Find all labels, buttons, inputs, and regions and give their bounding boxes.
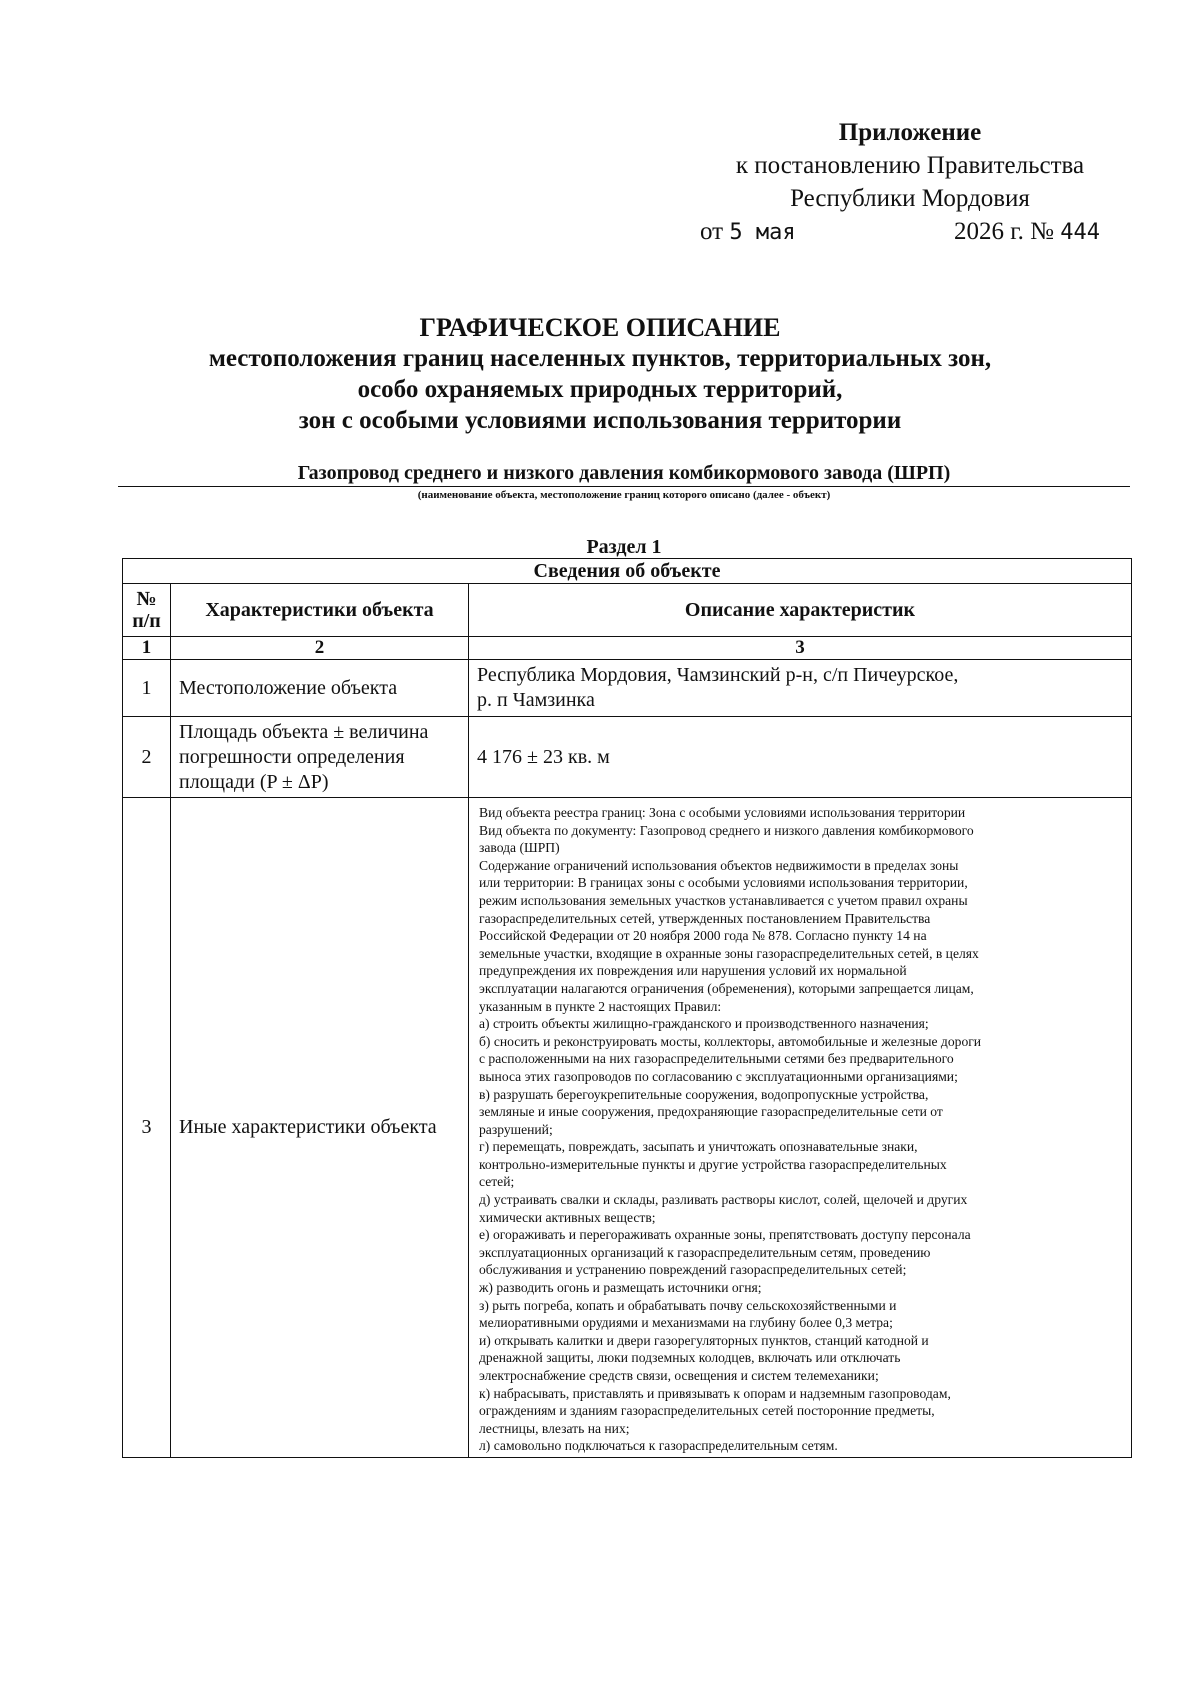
column-index-3: 3	[469, 637, 1132, 660]
appendix-line-2: Республики Мордовия	[790, 185, 1030, 212]
appendix-date-line	[700, 215, 1120, 249]
decree-number: 444	[1060, 220, 1100, 245]
row-description-restrictions: Вид объекта реестра границ: Зона с особыми условиями использования территории Вид объекта по документу: Газопровод среднего и низкого давления комбикормового завода (ШРП) Содержание ограничений использования объектов недвижимости в пределах зоны или территории: В границах зоны с особыми условиями использования территории, режим использования земельных участков устанавливается с учетом правил охраны газораспределительных сетей, утвержденных постановлением Правительства Российской Федерации от 20 ноября 2000 года № 878. Согласно пункту 14 на земельные участки, входящие в охранные зоны газораспределительных сетей, в целях предупреждения их повреждения или нарушения условий их нормальной эксплуатации налагаются ограничения (обременения), которыми запрещается лицам, указанным в пункте 2 настоящих Правил: а) строить объекты жилищно-гражданского и производственного назначения; б) сносить и реконструировать мосты, коллекторы, автомобильные и железные дороги с расположенными на них газораспределительными сетями без предварительного выноса этих газопроводов по согласованию с эксплуатационными организациями; в) разрушать берегоукрепительные сооружения, водопропускные устройства, земляные и иные сооружения, предохраняющие газораспределительные сети от разрушений; г) перемещать, повреждать, засыпать и уничтожать опознавательные знаки, контрольно-измерительные пункты и другие устройства газораспределительных сетей; д) устраивать свалки и склады, разливать растворы кислот, солей, щелочей и других химически активных веществ; е) огораживать и перегораживать охранные зоны, препятствовать доступу персонала эксплуатационных организаций к газораспределительным сетям, проведению обслуживания и устранению повреждений газораспределительных сетей; ж) разводить огонь и размещать источники огня; з) рыть погреба, копать и обрабатывать почву сельскохозяйственными и мелиоративными орудиями и механизмами на глубину более 0,3 метра; и) открывать калитки и двери газорегуляторных пунктов, станций катодной и дренажной защиты, люки подземных колодцев, включать или отключать электроснабжение средств связи, освещения и систем телемеханики; к) набрасывать, приставлять и привязывать к опорам и надземным газопроводам, ограждениям и зданиям газораспределительных сетей посторонние предметы, лестницы, влезать на них; л) самовольно подключаться к газораспределительным сетям.	[469, 798, 1132, 1458]
table-row	[123, 717, 1132, 798]
date-prefix: от	[700, 218, 724, 245]
row-description: 4 176 ± 23 кв. м	[469, 717, 1132, 798]
row-characteristic: Площадь объекта ± величина погрешности определения площади (P ± ΔP)	[171, 717, 469, 798]
row-num: 2	[123, 717, 171, 798]
column-index-2: 2	[171, 637, 469, 660]
column-index-row	[123, 637, 1132, 660]
table-caption: Сведения об объекте	[123, 559, 1132, 584]
appendix-block	[700, 116, 1120, 249]
subtitle-line-1: местоположения границ населенных пунктов, территориальных зон,	[208, 345, 992, 372]
header-description: Описание характеристик	[469, 584, 1132, 637]
row-description: Республика Мордовия, Чамзинский р-н, с/п Пичеурское, р. п Чамзинка	[469, 660, 1132, 717]
row-num: 3	[123, 798, 171, 1458]
row-num: 1	[123, 660, 171, 717]
subtitle-line-2: особо охраняемых природных территорий,	[357, 376, 843, 403]
column-index-1: 1	[123, 637, 171, 660]
object-note: (наименование объекта, местоположение границ которого описано (далее - объект)	[417, 489, 831, 501]
table-header-row	[123, 584, 1132, 637]
date-day-month: 5 мая	[729, 220, 796, 245]
row-characteristic: Местоположение объекта	[171, 660, 469, 717]
table-row	[123, 660, 1132, 717]
document-title: ГРАФИЧЕСКОЕ ОПИСАНИЕ	[419, 313, 781, 342]
table-row	[123, 798, 1132, 1458]
appendix-title: Приложение	[838, 119, 982, 146]
appendix-line-1: к постановлению Правительства	[735, 152, 1085, 179]
row-characteristic: Иные характеристики объекта	[171, 798, 469, 1458]
subtitle-line-3: зон с особыми условиями использования территории	[298, 407, 902, 434]
table-caption-row	[123, 559, 1132, 584]
header-characteristics: Характеристики объекта	[171, 584, 469, 637]
object-info-table	[122, 558, 1132, 1458]
object-name: Газопровод среднего и низкого давления комбикормового завода (ШРП)	[118, 460, 1130, 487]
header-num: № п/п	[123, 584, 171, 637]
main-title-block	[100, 312, 1100, 436]
section-label: Раздел 1	[586, 536, 662, 558]
date-year: 2026 г. №	[953, 218, 1054, 245]
